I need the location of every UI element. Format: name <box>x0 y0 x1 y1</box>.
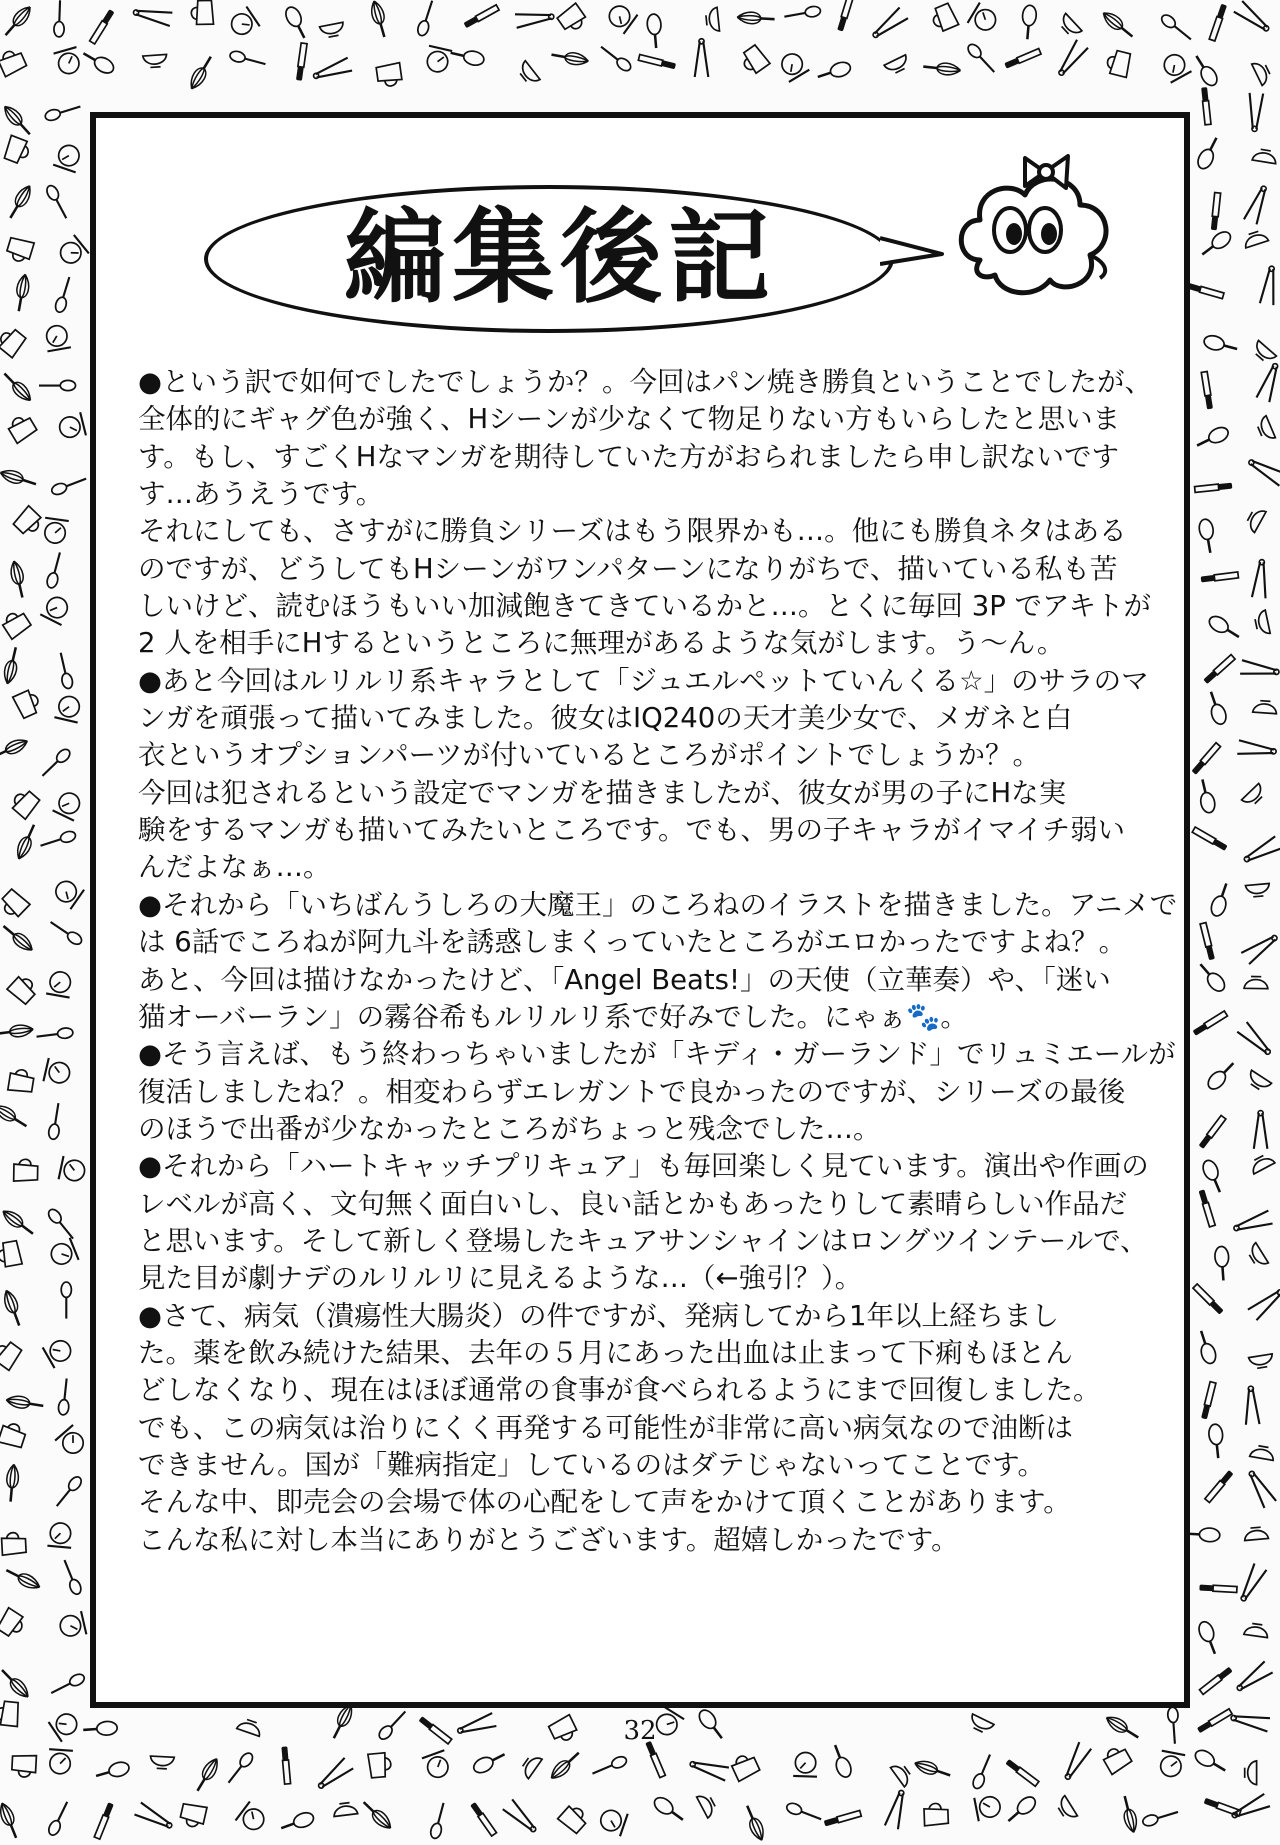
whisk-icon <box>193 1756 222 1794</box>
scale-icon <box>597 1806 627 1836</box>
text-line: のですが、どうしてもHシーンがワンパターンになりがちで、描いている私も苦 <box>138 552 1118 585</box>
pitcher-icon <box>368 1752 392 1778</box>
scale-icon <box>46 970 74 998</box>
frying-pan-icon <box>1198 518 1217 554</box>
scale-icon <box>54 694 83 723</box>
scale-icon <box>57 412 86 441</box>
whisk-icon <box>8 560 28 599</box>
pitcher-icon <box>0 608 32 639</box>
text-line: 今回は犯されるという設定でマンガを描きましたが、彼女が男の子にHな実 <box>138 776 1067 809</box>
scale-icon <box>54 47 83 76</box>
pitcher-icon <box>558 1802 590 1834</box>
text-line: ●あと今回はルリルリ系キャラとして「ジュエルペットていんくる☆」のサラのマ <box>138 664 1149 697</box>
whisk-icon <box>4 1565 43 1592</box>
scale-icon <box>47 1522 73 1548</box>
knife-icon <box>1193 1011 1228 1036</box>
pitcher-icon <box>9 787 41 819</box>
scale-icon <box>55 235 88 268</box>
text-line: 猫オーバーラン」の霧谷希もルリルリ系で好みでした。にゃぁ🐾。 <box>138 1000 968 1033</box>
scale-icon <box>43 324 71 352</box>
tongs-icon <box>1237 1022 1274 1058</box>
knife-icon <box>281 1746 290 1784</box>
tongs-icon <box>1237 1563 1267 1603</box>
knife-icon <box>1192 743 1221 775</box>
bowl-icon <box>1248 1152 1275 1174</box>
tongs-icon <box>311 58 352 83</box>
cloud-mascot-icon <box>950 150 1120 310</box>
bowl-icon <box>1244 1623 1269 1638</box>
pitcher-icon <box>556 3 588 35</box>
frying-pan-icon <box>1198 229 1233 260</box>
bowl-icon <box>697 1791 719 1818</box>
bowl-icon <box>1244 976 1268 988</box>
frying-pan-icon <box>1205 1058 1238 1092</box>
pitcher-icon <box>0 1421 27 1449</box>
text-line: 衣というオプションパーツが付いているところがポイントでしょうか？。 <box>138 739 1040 772</box>
scale-icon <box>43 1058 72 1087</box>
whisk-icon <box>0 1207 36 1239</box>
bowl-icon <box>1245 883 1270 897</box>
pitcher-icon <box>0 47 27 77</box>
frying-pan-icon <box>829 1743 854 1780</box>
spoon-icon <box>48 918 84 947</box>
frying-pan-icon <box>1208 1424 1225 1459</box>
whisk-icon <box>550 49 589 67</box>
whisk-icon <box>1 103 35 138</box>
frying-pan-icon <box>1205 690 1229 727</box>
bowl-icon <box>1250 1445 1276 1461</box>
knife-icon <box>1199 1115 1226 1148</box>
speech-bubble-tail <box>880 232 950 272</box>
whisk-icon <box>1 3 34 39</box>
spoon-icon <box>58 1378 72 1415</box>
scale-icon <box>1157 1751 1185 1779</box>
spoon-icon <box>229 50 267 69</box>
tongs-icon <box>132 5 172 26</box>
knife-icon <box>645 1741 665 1778</box>
text-line: 験をするマンガも描いてみたいところです。でも、男の子キャラがイマイチ弱い <box>138 814 1125 847</box>
frying-pan-icon <box>1203 334 1239 356</box>
spoon-icon <box>224 1751 255 1786</box>
tongs-icon <box>695 39 709 77</box>
scale-icon <box>51 876 84 909</box>
knife-icon <box>1004 49 1041 69</box>
tongs-icon <box>1234 1 1273 35</box>
whisk-icon <box>0 467 38 490</box>
pitcher-icon <box>13 688 43 719</box>
knife-icon <box>1192 827 1227 851</box>
pitcher-icon <box>1101 1744 1133 1775</box>
bowl-icon <box>1057 13 1082 39</box>
whisk-icon <box>547 1748 582 1782</box>
frying-pan-icon <box>1195 960 1228 995</box>
spoon-icon <box>785 1801 823 1824</box>
pitcher-icon <box>6 412 38 443</box>
text-line: ●という訳で如何でしたでしょうか？。今回はパン焼き勝負ということでしたが、 <box>138 366 1152 398</box>
text-line: こんな私に対し本当にありがとうございます。超嬉しかったです。 <box>138 1523 959 1556</box>
whisk-icon <box>5 1394 44 1411</box>
whisk-icon <box>13 273 31 312</box>
frying-pan-icon <box>1196 1620 1221 1657</box>
spoon-icon <box>39 830 77 851</box>
scale-icon <box>53 142 83 172</box>
pitcher-icon <box>1 1532 26 1555</box>
spoon-icon <box>783 5 821 21</box>
spoon-icon <box>971 1753 995 1791</box>
pitcher-icon <box>0 1240 22 1267</box>
pitcher-icon <box>0 325 27 357</box>
frying-pan-icon <box>1185 1527 1220 1542</box>
scale-icon <box>42 518 69 545</box>
tongs-icon <box>1055 40 1088 79</box>
spoon-icon <box>46 1207 77 1242</box>
pitcher-icon <box>0 888 30 920</box>
text-line: んだよなぁ…。 <box>138 851 331 884</box>
tongs-icon <box>1252 559 1269 598</box>
tongs-icon <box>1240 660 1280 679</box>
pitcher-icon <box>924 1803 949 1826</box>
tongs-icon <box>1246 455 1280 485</box>
pitcher-icon <box>1105 49 1132 77</box>
bowl-icon <box>1245 1070 1271 1093</box>
text-line: ●さて、病気（潰瘍性大腸炎）の件ですが、発病してから1年以上経ちまし <box>138 1299 1059 1332</box>
text-line: ●それから「いちばんうしろの大魔王」のころねのイラストを描きました。アニメで <box>138 888 1178 921</box>
frying-pan-icon <box>1195 135 1223 171</box>
whisk-icon <box>0 736 30 762</box>
tongs-icon <box>515 10 555 28</box>
spoon-icon <box>56 652 74 690</box>
knife-icon <box>296 43 307 81</box>
text-line: 2 人を相手にHするというところに無理があるような気がします。う～ん。 <box>138 627 1065 660</box>
text-line: は 6話でころねが阿九斗を誘惑しまくっていたところがエロかったですよね？。 <box>138 926 1127 959</box>
bowl-icon <box>1252 59 1273 86</box>
scale-icon <box>47 1749 72 1774</box>
scale-icon <box>1159 50 1191 82</box>
page-title: 編集後記 <box>344 198 776 318</box>
text-line: それにしても、さすがに勝負シリーズはもう限界かも…。他にも勝負ネタはある <box>138 515 1127 548</box>
pitcher-icon <box>191 0 213 24</box>
tongs-icon <box>1244 184 1271 225</box>
text-line: た。薬を飲み続けた結果、去年の５月にあった出血は止まって下痢もほとん <box>138 1336 1073 1369</box>
bowl-icon <box>1246 1243 1269 1269</box>
bowl-icon <box>516 61 540 87</box>
knife-icon <box>94 1802 114 1839</box>
knife-icon <box>1201 371 1213 409</box>
whisk-icon <box>0 1024 34 1040</box>
frying-pan-icon <box>80 47 116 76</box>
tongs-icon <box>1061 1742 1091 1782</box>
frying-pan-icon <box>1206 613 1242 643</box>
knife-icon <box>1211 193 1221 231</box>
whisk-icon <box>1 1288 25 1327</box>
bowl-icon <box>1242 783 1267 808</box>
frying-pan-icon <box>816 60 853 83</box>
knife-icon <box>837 0 854 31</box>
frying-pan-icon <box>1214 1246 1230 1281</box>
frying-pan-icon <box>651 1794 687 1825</box>
tongs-icon <box>1245 1468 1276 1508</box>
spoon-icon <box>966 42 998 76</box>
frying-pan-icon <box>646 14 663 49</box>
scale-icon <box>40 593 72 625</box>
text-line: 復活しましたね？。相変わらずエレガントで良かったのですが、シリーズの最後 <box>138 1075 1126 1108</box>
spoon-icon <box>598 43 633 74</box>
tongs-icon <box>1241 836 1280 866</box>
frying-pan-icon <box>1021 5 1038 40</box>
spoon-icon <box>47 1800 72 1837</box>
knife-icon <box>824 1810 862 1826</box>
frying-pan-icon <box>1196 778 1217 814</box>
scale-icon <box>422 1750 453 1781</box>
spoon-icon <box>39 747 72 780</box>
whisk-icon <box>1100 9 1136 41</box>
text-line: と思います。そして新しく登場したキュアサンシャインはロングツインテールで、 <box>138 1224 1148 1257</box>
tongs-icon <box>1260 265 1279 305</box>
whisk-icon <box>913 1758 952 1781</box>
knife-icon <box>470 1802 496 1836</box>
scale-icon <box>58 1611 87 1640</box>
spoon-icon <box>44 102 82 122</box>
pitcher-icon <box>929 3 959 34</box>
pitcher-icon <box>3 135 32 165</box>
whisk-icon <box>187 54 216 92</box>
whisk-icon <box>742 1804 767 1843</box>
bowl-icon <box>1255 416 1275 443</box>
knife-icon <box>1201 1382 1216 1420</box>
tongs-icon <box>1248 1286 1280 1321</box>
whisk-icon <box>369 0 390 39</box>
frying-pan-icon <box>1194 425 1231 452</box>
tongs-icon <box>1237 740 1277 758</box>
whisk-icon <box>923 61 961 76</box>
pitcher-icon <box>0 1338 23 1370</box>
bowl-icon <box>1249 1354 1274 1369</box>
text-line: 見た目が劇ナデのルリルリに見えるような…（←強引？）。 <box>138 1262 863 1295</box>
bowl-icon <box>1254 610 1271 636</box>
pitcher-icon <box>730 1751 761 1781</box>
tongs-icon <box>503 1799 540 1835</box>
bowl-icon <box>1244 1527 1269 1541</box>
bowl-icon <box>1055 1796 1078 1822</box>
frying-pan-icon <box>283 5 311 41</box>
tongs-icon <box>1248 93 1264 132</box>
pitcher-icon <box>179 1802 207 1829</box>
spoon-icon <box>54 0 65 37</box>
bowl-icon <box>884 55 911 76</box>
whisk-icon <box>5 1464 20 1502</box>
text-line: しいけど、読むほうもいい加減飽きてきているかと…。とくに毎回 3P でアキトが <box>138 590 1151 623</box>
pitcher-icon <box>12 1754 37 1777</box>
knife-icon <box>1200 923 1215 961</box>
scale-icon <box>424 46 453 75</box>
text-line: ●そう言えば、もう終わっちゃいましたが「キディ・ガーランド」でリュミエールが <box>138 1038 1176 1071</box>
tongs-icon <box>315 1758 353 1793</box>
scale-icon <box>777 49 810 82</box>
whisk-icon <box>737 11 775 24</box>
knife-icon <box>1193 1284 1224 1315</box>
whisk-icon <box>0 922 36 955</box>
tongs-icon <box>1254 1111 1268 1149</box>
text-line: ●それから「ハートキャッチプリキュア」も毎回楽しく見ています。演出や作画の <box>138 1150 1149 1183</box>
scale-icon <box>59 1156 87 1184</box>
pitcher-icon <box>12 506 44 538</box>
scale-icon <box>53 789 85 821</box>
bowl-icon <box>1242 229 1268 248</box>
frying-pan-icon <box>1200 1158 1226 1195</box>
whisk-icon <box>0 369 34 404</box>
scale-icon <box>48 1238 79 1269</box>
tongs-icon <box>688 1757 729 1781</box>
tongs-icon <box>1241 931 1280 964</box>
knife-icon <box>1199 1189 1216 1227</box>
text-line: レベルが高く、文句無く面白いし、良い話とかもあったりして素晴らしい作品だ <box>138 1187 1128 1220</box>
pitcher-icon <box>14 1159 38 1181</box>
spoon-icon <box>45 184 71 221</box>
knife-icon <box>1205 1470 1234 1502</box>
text-line: どしなくなり、現在はほぼ通常の食事が食べられるようにまで回復しました。 <box>138 1374 1101 1407</box>
whisk-icon <box>0 1102 30 1132</box>
scale-icon <box>55 1425 89 1459</box>
frying-pan-icon <box>279 1810 316 1834</box>
scale-icon <box>974 1793 1002 1821</box>
editorial-afterword-text <box>138 364 1178 1559</box>
spoon-icon <box>590 1755 628 1779</box>
scale-icon <box>227 7 260 40</box>
text-line: 全体的にギャグ色が強く、Hシーンが少なくて物足りない方もいらしたと思いま <box>138 403 1121 436</box>
text-line: でも、この病気は治りにくく再発する可能性が非常に高い病気なので油断は <box>138 1411 1073 1444</box>
whisk-icon <box>0 1666 32 1701</box>
spoon-icon <box>1159 13 1194 44</box>
knife-icon <box>1005 1759 1038 1786</box>
page-number: 32 <box>623 1716 657 1746</box>
spoon-icon <box>50 474 88 497</box>
knife-icon <box>1199 1667 1232 1695</box>
spoon-icon <box>54 276 74 314</box>
whisk-icon <box>2 646 22 685</box>
spoon-icon <box>61 1282 71 1319</box>
scale-icon <box>43 1336 76 1369</box>
whisk-icon <box>14 822 40 861</box>
spoon-icon <box>39 380 76 390</box>
bowl-icon <box>519 1752 542 1778</box>
knife-icon <box>90 9 115 44</box>
bowl-icon <box>320 22 346 38</box>
bowl-icon <box>1253 700 1278 714</box>
spoon-icon <box>46 551 65 589</box>
pitcher-icon <box>8 1068 35 1093</box>
frying-pan-icon <box>449 46 485 67</box>
frying-pan-icon <box>471 1748 507 1776</box>
spoon-icon <box>416 0 437 37</box>
pitcher-icon <box>376 63 403 88</box>
bowl-icon <box>150 1756 174 1769</box>
knife-icon <box>638 54 676 69</box>
knife-icon <box>1209 4 1227 41</box>
knife-icon <box>1199 1585 1237 1593</box>
tongs-icon <box>885 1789 909 1830</box>
spoon-icon <box>48 1102 64 1140</box>
knife-icon <box>464 5 500 28</box>
bowl-icon <box>1244 506 1266 533</box>
bowl-icon <box>143 54 168 68</box>
spoon-icon <box>53 1475 84 1510</box>
spoon-icon <box>1142 1807 1180 1827</box>
tongs-icon <box>134 1803 174 1833</box>
text-line: あと、今回は描けなかったけど、「Angel Beats!」の天使（立華奏）や、「迷い <box>138 963 1111 996</box>
text-line: す。もし、すごくHなマンガを期待していた方がおられましたら申し訳ないです <box>138 440 1119 473</box>
spoon-icon <box>429 1802 448 1840</box>
frying-pan-icon <box>1193 1747 1229 1776</box>
tongs-icon <box>1234 1661 1273 1694</box>
tongs-icon <box>1232 1211 1273 1236</box>
tongs-icon <box>869 7 908 41</box>
text-line: す…あうえうです。 <box>138 478 384 511</box>
frying-pan-icon <box>1191 52 1221 88</box>
bowl-icon <box>333 1802 358 1817</box>
bowl-icon <box>890 1761 914 1787</box>
knife-icon <box>1201 87 1211 125</box>
bowl-icon <box>1252 148 1277 163</box>
knife-icon <box>1195 483 1233 493</box>
spoon-icon <box>49 1672 86 1698</box>
text-line: できません。国が「難病指定」しているのはダテじゃないってことです。 <box>138 1448 1045 1481</box>
bowl-icon <box>1245 1761 1257 1785</box>
spoon-icon <box>60 1558 83 1596</box>
scale-icon <box>968 3 1001 36</box>
tongs-icon <box>1256 362 1280 403</box>
frying-pan-icon <box>1004 1794 1039 1827</box>
knife-icon <box>1201 572 1239 582</box>
scale-icon <box>236 1802 269 1835</box>
knife-icon <box>1203 655 1235 684</box>
pitcher-icon <box>0 1608 27 1640</box>
whisk-icon <box>1119 1795 1139 1834</box>
whisk-icon <box>360 1798 395 1832</box>
bowl-icon <box>705 7 719 32</box>
frying-pan-icon <box>94 1760 130 1782</box>
text-line: のほうで出番が少なかったところがちょっと残念でした…。 <box>138 1112 881 1145</box>
pitcher-icon <box>738 44 770 76</box>
pitcher-icon <box>7 973 39 1005</box>
whisk-icon <box>0 1801 21 1840</box>
text-line: ンガを頑張って描いてみました。彼女はIQ240の天才美少女で、メガネと白 <box>138 702 1073 735</box>
bowl-icon <box>1251 340 1277 365</box>
pitcher-icon <box>5 236 34 264</box>
text-line: そんな中、即売会の会場で体の心配をして声をかけて頂くことがあります。 <box>138 1486 1071 1519</box>
spoon-icon <box>36 1027 74 1042</box>
frying-pan-icon <box>1195 1329 1218 1366</box>
scale-icon <box>604 1 637 34</box>
whisk-icon <box>5 183 34 221</box>
knife-icon <box>1186 283 1224 299</box>
scale-icon <box>793 1752 818 1777</box>
tongs-icon <box>1244 1386 1260 1425</box>
frying-pan-icon <box>1209 881 1233 918</box>
